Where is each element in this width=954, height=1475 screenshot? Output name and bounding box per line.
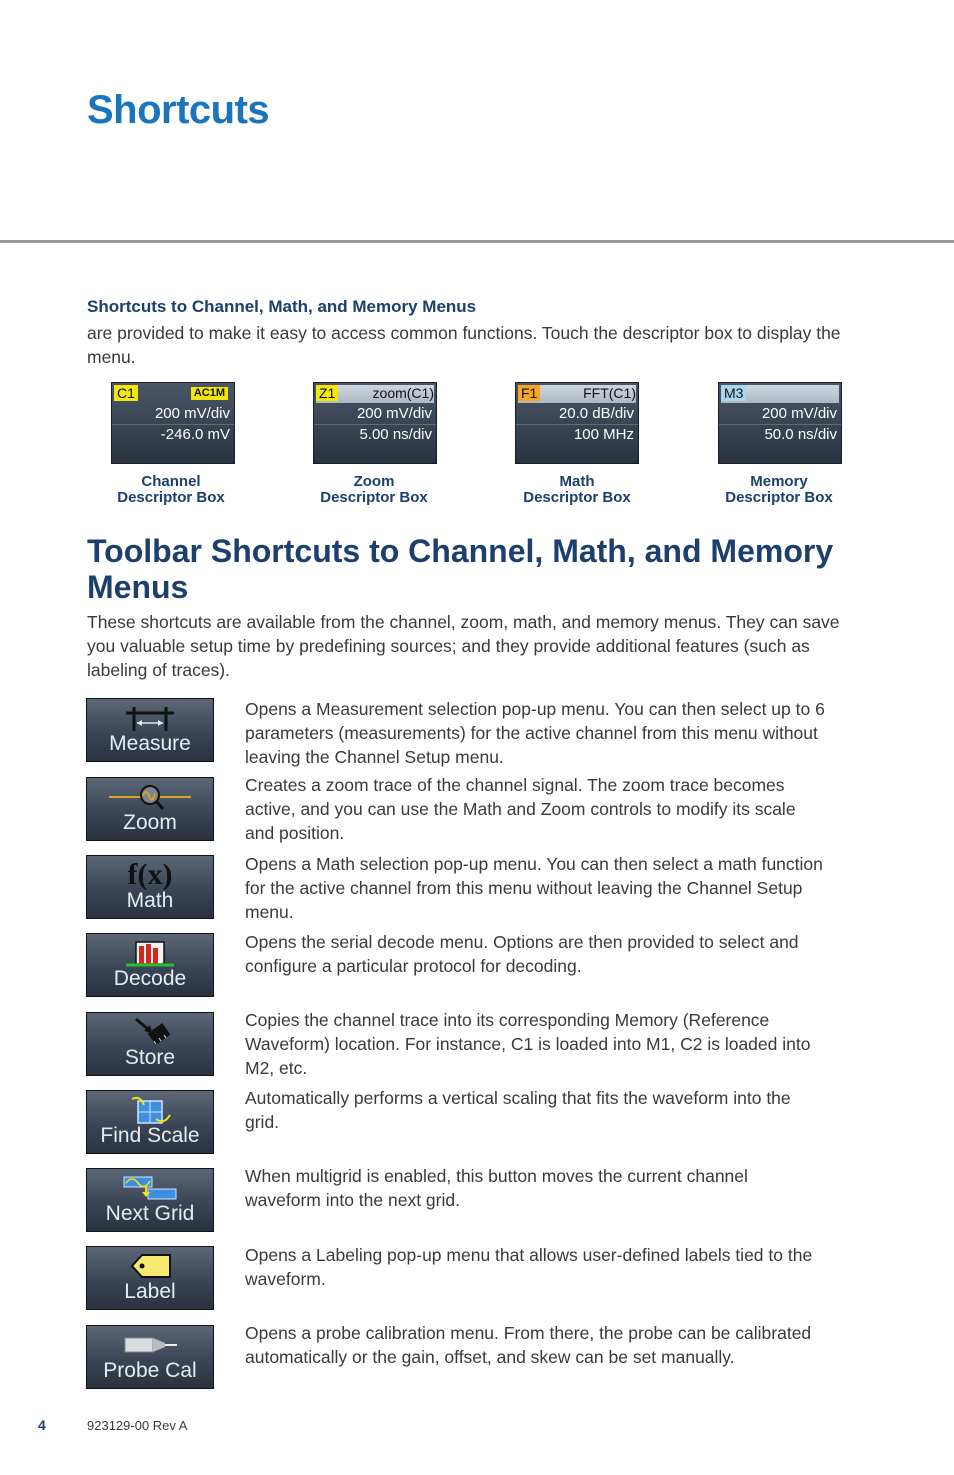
descriptor-source: zoom(C1) bbox=[372, 385, 434, 401]
descriptor-tag: F1 bbox=[518, 385, 540, 401]
label-tag-icon bbox=[87, 1251, 213, 1281]
measure-button[interactable] bbox=[86, 698, 214, 762]
probe-cal-button[interactable] bbox=[86, 1325, 214, 1389]
descriptor-vdiv: 200 mV/div bbox=[154, 405, 230, 422]
toolbar-section-text: These shortcuts are available from the channel, zoom, math, and memory menus. They can save you valuable setup time by predefining sources; and they provide additional features (such as labeling of traces). bbox=[87, 612, 840, 680]
find-scale-description: Automatically performs a vertical scaling that fits the waveform into the grid. bbox=[245, 1088, 791, 1132]
toolbar-section-heading: Toolbar Shortcuts to Channel, Math, and Memory Menus bbox=[87, 533, 834, 605]
coupling-badge: AC1M bbox=[191, 387, 228, 400]
next-grid-description: When multigrid is enabled, this button moves the current channel waveform into the next grid. bbox=[245, 1166, 748, 1210]
caption-line2: Descriptor Box bbox=[117, 489, 225, 506]
descriptor-vdiv: 20.0 dB/div bbox=[558, 405, 634, 422]
probe-icon bbox=[87, 1330, 213, 1360]
store-button[interactable] bbox=[86, 1012, 214, 1076]
button-label: Probe Cal bbox=[103, 1359, 197, 1382]
math-descriptor-caption bbox=[492, 474, 662, 506]
button-label: Next Grid bbox=[105, 1202, 195, 1225]
button-label: Label bbox=[124, 1280, 176, 1303]
zoom-description: Creates a zoom trace of the channel signal. The zoom trace becomes active, and you can use the Math and Zoom controls to modify its scale and position. bbox=[245, 775, 796, 843]
zoom-descriptor-caption bbox=[289, 474, 459, 506]
caption-line2: Descriptor Box bbox=[523, 489, 631, 506]
descriptor-tdiv: 50.0 ns/div bbox=[764, 426, 837, 443]
find-scale-icon bbox=[87, 1095, 213, 1125]
decode-button[interactable] bbox=[86, 933, 214, 997]
page-number: 4 bbox=[38, 1417, 46, 1433]
math-descriptor-box[interactable] bbox=[515, 382, 639, 464]
memory-descriptor-box[interactable] bbox=[718, 382, 842, 464]
descriptor-tag: M3 bbox=[721, 385, 746, 401]
fx-glyph: f(x) bbox=[127, 858, 173, 891]
math-description: Opens a Math selection pop-up menu. You can then select a math function for the active channel from this menu without leaving the Channel Setup menu. bbox=[245, 854, 823, 922]
descriptor-tag: Z1 bbox=[316, 385, 338, 401]
channel-descriptor-box[interactable] bbox=[111, 382, 235, 464]
intro-text: are provided to make it easy to access common functions. Touch the descriptor box to display the menu. bbox=[87, 323, 841, 367]
measure-icon bbox=[87, 703, 213, 733]
find-scale-button[interactable] bbox=[86, 1090, 214, 1154]
store-chip-icon bbox=[87, 1017, 213, 1047]
descriptor-frequency: 100 MHz bbox=[573, 426, 634, 443]
button-label: Measure bbox=[109, 732, 191, 755]
caption-line1: Memory bbox=[750, 473, 808, 490]
button-label: Find Scale bbox=[100, 1124, 200, 1147]
descriptor-source: FFT(C1) bbox=[583, 385, 636, 401]
label-description: Opens a Labeling pop-up menu that allows user-defined labels tied to the waveform. bbox=[245, 1245, 813, 1289]
caption-line2: Descriptor Box bbox=[320, 489, 428, 506]
descriptor-tag: C1 bbox=[114, 385, 138, 401]
math-button[interactable] bbox=[86, 855, 214, 919]
zoom-descriptor-box[interactable] bbox=[313, 382, 437, 464]
memory-descriptor-caption bbox=[694, 474, 864, 506]
caption-line1: Math bbox=[559, 473, 595, 490]
intro-heading: Shortcuts to Channel, Math, and Memory Menus bbox=[87, 297, 477, 316]
decode-description: Opens the serial decode menu. Options are then provided to select and configure a particular protocol for decoding. bbox=[245, 932, 799, 976]
zoom-button[interactable] bbox=[86, 777, 214, 841]
button-label: Zoom bbox=[123, 811, 177, 834]
button-label: Math bbox=[126, 889, 174, 912]
next-grid-icon bbox=[87, 1173, 213, 1203]
caption-line1: Channel bbox=[141, 473, 201, 490]
channel-descriptor-caption bbox=[86, 474, 256, 506]
caption-line2: Descriptor Box bbox=[725, 489, 833, 506]
descriptor-vdiv: 200 mV/div bbox=[761, 405, 837, 422]
label-button[interactable] bbox=[86, 1246, 214, 1310]
descriptor-tdiv: 5.00 ns/div bbox=[359, 426, 432, 443]
probe-cal-description: Opens a probe calibration menu. From there, the probe can be calibrated automatically or the gain, offset, and skew can be set manually. bbox=[245, 1323, 812, 1367]
measure-description: Opens a Measurement selection pop-up menu. You can then select up to 6 parameters (measurements) for the active channel from this menu without leaving the Channel Setup menu. bbox=[245, 699, 825, 767]
button-label: Store bbox=[124, 1046, 176, 1069]
store-description: Copies the channel trace into its corresponding Memory (Reference Waveform) location. For instance, C1 is loaded into M1, C2 is loaded into M2, etc. bbox=[245, 1010, 811, 1078]
decode-icon bbox=[87, 938, 213, 968]
zoom-icon bbox=[87, 782, 213, 812]
document-revision: 923129-00 Rev A bbox=[87, 1418, 188, 1433]
next-grid-button[interactable] bbox=[86, 1168, 214, 1232]
caption-line1: Zoom bbox=[353, 473, 395, 490]
descriptor-offset: -246.0 mV bbox=[160, 426, 230, 443]
descriptor-vdiv: 200 mV/div bbox=[356, 405, 432, 422]
button-label: Decode bbox=[113, 967, 187, 990]
page-title: Shortcuts bbox=[87, 88, 270, 132]
math-fx-icon bbox=[87, 860, 213, 890]
header-divider bbox=[0, 240, 954, 243]
